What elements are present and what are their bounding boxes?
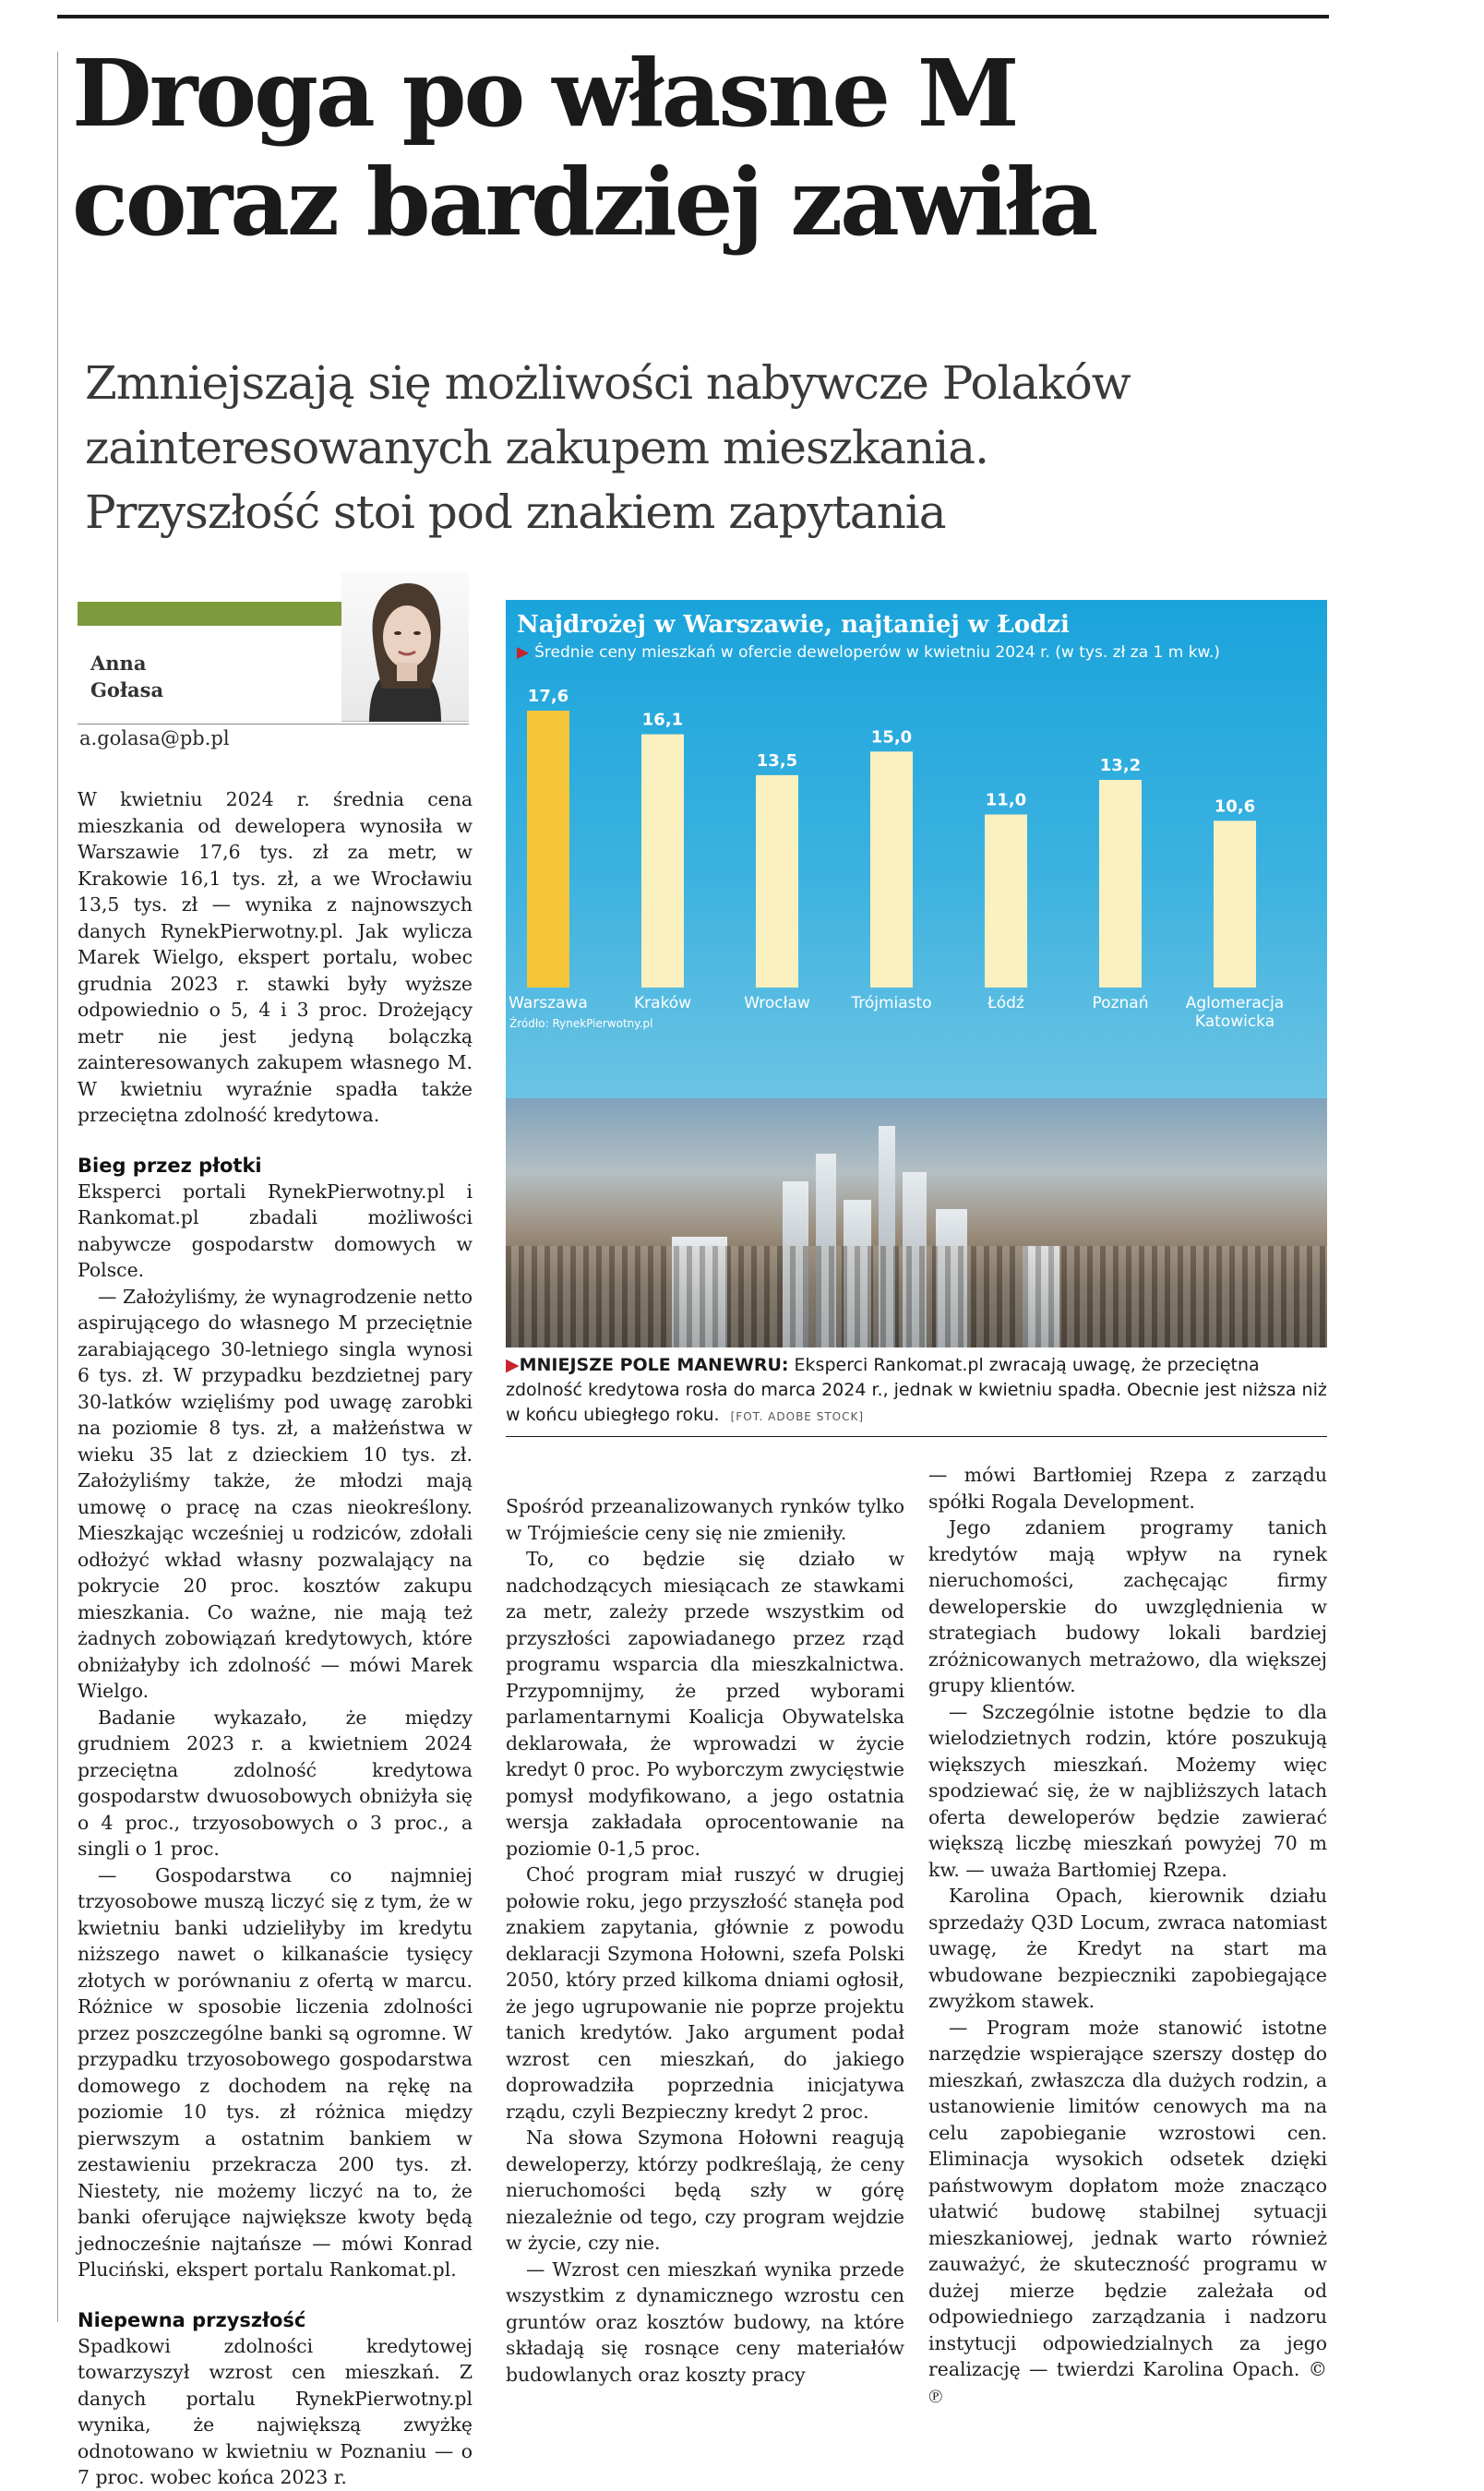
portrait-icon	[341, 572, 469, 722]
chart-value-label: 16,1	[641, 710, 684, 730]
chart-bar	[985, 815, 1027, 988]
subheading: Niepewna przyszłość	[78, 2308, 306, 2331]
chart-value-label: 15,0	[870, 727, 913, 748]
deck-line: Zmniejszają się możliwości nabywcze Polaków	[85, 356, 1131, 410]
chart-source: Źródło: RynekPierwotny.pl	[509, 1017, 653, 1030]
caption-text: Eksperci Rankomat.pl zwracają uwagę, że przeciętna zdolność kredytowa rosła do marca 2024 r., jednak w kwietniu spadła. Obecnie jest niższa niż w końcu ubiegłego roku.	[506, 1355, 1327, 1425]
chart-category-label: Trójmiasto	[851, 994, 932, 1012]
chart-subtitle	[517, 643, 1220, 662]
price-chart	[506, 600, 1327, 1098]
text-column-2	[506, 1493, 904, 2388]
chart-bar	[1099, 780, 1142, 988]
paragraph: — Założyliśmy, że wynagrodzenie netto aspirującego do własnego M przeciętnie zarabiającego 30-letniego singla wynosi 6 tys. zł. W przypadku bezdzietnej pary 30-latków wzięliśmy pod uwagę zarobki na poziomie 8 tys. zł, a małżeństwa w wieku 35 lat z dzieckiem 10 tys. zł. Założyliśmy także, że młodzi mają umowę o pracę na czas nieokreślony. Mieszkając wcześniej u rodziców, zdołali odłożyć wkład własny pozwalający na pokrycie 20 proc. kosztów zakupu mieszkania. Co ważne, nie mają też żadnych zobowiązań kredytowych, które obniżałyby ich zdolność — mówi Marek Wielgo.	[78, 1285, 473, 1702]
chart-bar	[1214, 820, 1256, 988]
headline-line: Droga po własne M	[72, 39, 1017, 148]
deck-line: zainteresowanych zakupem mieszkania.	[85, 421, 988, 474]
chart-value-label: 13,2	[1099, 756, 1142, 775]
chart-bar	[756, 775, 798, 988]
column-divider	[57, 52, 58, 2322]
top-rule	[57, 15, 1329, 18]
chart-category-label: Kraków	[633, 994, 692, 1012]
headline	[72, 39, 1346, 257]
paragraph: Choć program miał ruszyć w drugiej połowie roku, jego przyszłość stanęła pod znakiem zapytania, głównie z powodu deklaracji Szymona Hołowni, szefa Polski 2050, który przed kilkoma dniami ogłosił, że jego ugrupowanie nie poprze projektu tanich kredytów. Jako argument podał wzrost cen mieszkań, do jakiego doprowadziła poprzednia inicjatywa rządu, czyli Bezpieczny kredyt 2 proc.	[506, 1863, 904, 2123]
deck	[85, 351, 1285, 545]
chart-category-label: Poznań	[1092, 994, 1149, 1012]
chart-value-label: 17,6	[527, 687, 569, 706]
text-column-1	[78, 786, 473, 2491]
photo-rooftops	[506, 1246, 1327, 1347]
caption-label: MNIEJSZE POLE MANEWRU:	[519, 1355, 789, 1375]
author-last-name: Gołasa	[90, 678, 164, 701]
triangle-icon: ▶	[506, 1355, 520, 1375]
triangle-icon: ▶	[517, 643, 530, 662]
paragraph: Na słowa Szymona Hołowni reagują deweloperzy, którzy podkreślają, że ceny nieruchomości będą szły w górę niezależnie od tego, czy program wejdzie w życie, czy nie.	[506, 2126, 904, 2254]
chart-bar	[527, 711, 569, 988]
paragraph: W kwietniu 2024 r. średnia cena mieszkania od dewelopera wynosiła w Warszawie 17,6 tys. zł za metr, w Krakowie 16,1 tys. zł, a we Wrocławiu 13,5 tys. zł — wynika z najnowszych danych RynekPierwotny.pl. Jak wylicza Marek Wielgo, ekspert portalu, wobec grudnia 2023 r. stawki były wyższe odpowiednio o 5, 4 i 3 proc. Drożejący metr nie jest jedyną bolączką zainteresowanych zakupem własnego M. W kwietniu wyraźnie spadła także przeciętna zdolność kredytowa.	[78, 788, 473, 1126]
paragraph: Jego zdaniem programy tanich kredytów mają wpływ na rynek nieruchomości, zachęcając firmy deweloperskie do uwzględnienia w strategiach budowy lokali bardziej zróżnicowanych metrażowo, dla większej grupy klientów.	[928, 1516, 1327, 1696]
paragraph: — Wzrost cen mieszkań wynika przede wszystkim z dynamicznego wzrostu cen gruntów oraz kosztów budowy, na które składają się rosnące ceny materiałów budowlanych oraz koszty pracy	[506, 2257, 904, 2386]
author-name	[90, 650, 163, 703]
text-column-3	[928, 1462, 1327, 2409]
city-photo	[506, 1098, 1327, 1347]
chart-category-label: Łódź	[987, 994, 1024, 1012]
photo-caption	[506, 1353, 1327, 1430]
caption-divider	[506, 1436, 1327, 1437]
chart-category-label: Wrocław	[744, 994, 810, 1012]
chart-category-label: Warszawa	[509, 994, 588, 1012]
deck-line: Przyszłość stoi pod znakiem zapytania	[85, 485, 946, 539]
chart-bar	[870, 751, 913, 988]
chart-bar	[641, 735, 684, 988]
subheading: Bieg przez płotki	[78, 1154, 262, 1177]
paragraph: Spośród przeanalizowanych rynków tylko w Trójmieście ceny się nie zmieniły.	[506, 1495, 904, 1544]
chart-title: Najdrożej w Warszawie, najtaniej w Łodzi	[517, 611, 1070, 639]
paragraph: — Szczególnie istotne będzie to dla wielodzietnych rodzin, które poszukują większych mieszkań. Możemy więc spodziewać się, że w najbliższych latach oferta deweloperów będzie zawierać większą liczbę mieszkań powyżej 70 m kw. — uważa Bartłomiej Rzepa.	[928, 1700, 1327, 1881]
chart-value-label: 10,6	[1214, 796, 1256, 817]
paragraph: — Gospodarstwa co najmniej trzyosobowe muszą liczyć się z tym, że w kwietniu banki udzieliłyby im kredytu niższego nawet o kilkanaście tysięcy złotych w porównaniu z ofertą w marcu. Różnice w sposobie liczenia zdolności przez poszczególne banki są ogromne. W przypadku trzyosobowego gospodarstwa domowego z dochodem na rękę na poziomie 10 tys. zł różnica między pierwszym a ostatnim bankiem w zestawieniu przekracza 200 tys. zł. Niestety, nie możemy liczyć na to, że banki oferujące największe kwoty będą jednocześnie najtańsze — mówi Konrad Pluciński, ekspert portalu Rankomat.pl.	[78, 1863, 473, 2281]
author-photo	[341, 572, 469, 722]
author-divider	[78, 724, 469, 725]
chart-value-label: 11,0	[985, 790, 1027, 810]
chart-category-label: Aglomeracja Katowicka	[1185, 994, 1285, 1031]
author-first-name: Anna	[90, 652, 147, 675]
headline-line: coraz bardziej zawiła	[72, 148, 1096, 257]
chart-value-label: 13,5	[756, 750, 798, 771]
paragraph: Karolina Opach, kierownik działu sprzedaży Q3D Locum, zwraca natomiast uwagę, że Kredyt na start ma wbudowane bezpieczniki zapobiegające zwyżkom stawek.	[928, 1885, 1327, 2012]
paragraph: Badanie wykazało, że między grudniem 2023 r. a kwietniem 2024 przeciętna zdolność kredytowa gospodarstw dwuosobowych obniżyła się o 4 proc., trzyosobowych o 3 proc., a singli o 1 proc.	[78, 1706, 473, 1860]
paragraph: — Program może stanowić istotne narzędzie wspierające szerszy dostęp do mieszkań, zwłaszcza dla dużych rodzin, a ustanowienie limitów cenowych ma na celu zapobieganie wzrostowi cen. Eliminacja wysokich odsetek dzięki państwowym dopłatom może znacząco ułatwić budowę stabilnej sytuacji mieszkaniowej, jednak warto również zauważyć, że skuteczność programu w dużej mierze będzie zależała od odpowiedniego zarządzania i nadzoru instytucji odpowiedzialnych za jego realizację — twierdzi Karolina Opach. © ℗	[928, 2016, 1327, 2407]
chart-subtitle-text: Średnie ceny mieszkań w ofercie deweloperów w kwietniu 2024 r. (w tys. zł za 1 m kw.)	[534, 643, 1220, 662]
paragraph: — mówi Bartłomiej Rzepa z zarządu spółki Rogala Development.	[928, 1464, 1327, 1513]
photo-credit: [FOT. ADOBE STOCK]	[730, 1410, 865, 1423]
paragraph: Eksperci portali RynekPierwotny.pl i Rankomat.pl zbadali możliwości nabywcze gospodarstw domowych w Polsce.	[78, 1180, 473, 1281]
author-email: a.golasa@pb.pl	[79, 727, 230, 749]
paragraph: Spadkowi zdolności kredytowej towarzyszył wzrost cen mieszkań. Z danych portalu RynekPierwotny.pl wynika, że największą zwyżkę odnotowano w kwietniu w Poznaniu — o 7 proc. wobec końca 2023 r.	[78, 2334, 473, 2488]
paragraph: To, co będzie się działo w nadchodzących miesiącach ze stawkami za metr, zależy przede wszystkim od przyszłości zapowiadanego przez rząd programu wsparcia dla mieszkalnictwa. Przypomnijmy, że przed wyborami parlamentarnymi Koalicja Obywatelska deklarowała, że wprowadzi w życie kredyt 0 proc. Po wyborczym zwycięstwie pomysł modyfikowano, a jego ostatnia wersja zakładała oprocentowanie na poziomie 0-1,5 proc.	[506, 1548, 904, 1860]
